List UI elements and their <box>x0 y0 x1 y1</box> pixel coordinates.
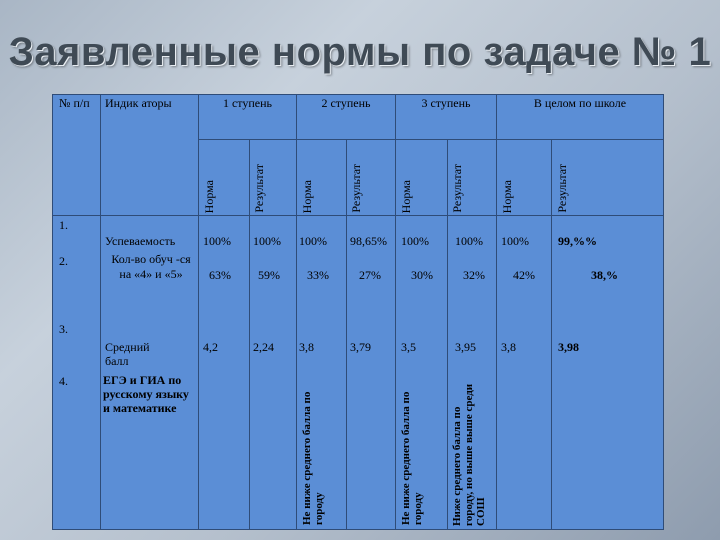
indicator-label: Успеваемость <box>105 234 176 248</box>
indicator-label: ЕГЭ и ГИА по русскому языку и математике <box>103 373 189 415</box>
cell-value: 38,% <box>591 268 618 282</box>
grid-line <box>551 139 552 529</box>
row-number: 1. <box>59 218 68 232</box>
cell-value: 30% <box>411 268 433 282</box>
cell-value: 100% <box>455 234 483 248</box>
cell-value: 100% <box>401 234 429 248</box>
cell-value: 59% <box>258 268 280 282</box>
cell-value: 3,98 <box>558 340 579 354</box>
row-number: 4. <box>59 374 68 388</box>
cell-value: 33% <box>307 268 329 282</box>
grid-line <box>496 95 497 529</box>
cell-value: 32% <box>463 268 485 282</box>
cell-value: 98,65% <box>350 234 387 248</box>
grid-line <box>447 139 448 529</box>
grid-line <box>296 95 297 529</box>
header-result: Результат <box>349 164 363 213</box>
indicator-label: Средний балл <box>105 340 150 368</box>
cell-value: 3,95 <box>455 340 476 354</box>
note-stage3-result: Ниже среднего балла по городу, но выше выше среди СОШ <box>451 383 487 526</box>
header-norm: Норма <box>202 179 216 213</box>
cell-value: 3,8 <box>501 340 516 354</box>
grid-line <box>346 139 347 529</box>
header-norm: Норма <box>300 179 314 213</box>
cell-value: 100% <box>299 234 327 248</box>
cell-value: 27% <box>359 268 381 282</box>
grid-line <box>53 215 663 216</box>
norms-table <box>52 94 664 530</box>
header-stage2: 2 ступень <box>321 96 371 110</box>
cell-value: 3,5 <box>401 340 416 354</box>
grid-line <box>395 95 396 529</box>
header-norm: Норма <box>399 179 413 213</box>
header-num: № п/п <box>59 96 90 110</box>
header-norm: Норма <box>500 179 514 213</box>
slide-title: Заявленные нормы по задаче № 1 <box>8 30 712 74</box>
header-stage1: 1 ступень <box>222 96 273 110</box>
grid-line <box>198 139 663 140</box>
grid-line <box>249 139 250 529</box>
row-number: 3. <box>59 322 68 336</box>
grid-line <box>100 95 101 529</box>
note-stage3-norm: Не ниже среднего балла по городу <box>400 391 424 525</box>
cell-value: 4,2 <box>203 340 218 354</box>
header-result: Результат <box>252 164 266 213</box>
grid-line <box>198 95 199 529</box>
cell-value: 2,24 <box>253 340 274 354</box>
header-stage3: 3 ступень <box>421 96 471 110</box>
cell-value: 100% <box>203 234 231 248</box>
note-stage2-norm: Не ниже среднего балла по городу <box>301 391 325 525</box>
indicator-label: Кол-во обуч -ся на «4» и «5» <box>111 252 191 281</box>
cell-value: 3,8 <box>299 340 314 354</box>
header-indicators: Индик аторы <box>105 96 172 110</box>
cell-value: 100% <box>253 234 281 248</box>
cell-value: 100% <box>501 234 529 248</box>
cell-value: 99,%% <box>558 234 597 248</box>
cell-value: 3,79 <box>350 340 371 354</box>
cell-value: 63% <box>209 268 231 282</box>
header-result: Результат <box>555 164 569 213</box>
header-result: Результат <box>450 164 464 213</box>
row-number: 2. <box>59 254 68 268</box>
header-school: В целом по школе <box>533 96 627 110</box>
cell-value: 42% <box>513 268 535 282</box>
